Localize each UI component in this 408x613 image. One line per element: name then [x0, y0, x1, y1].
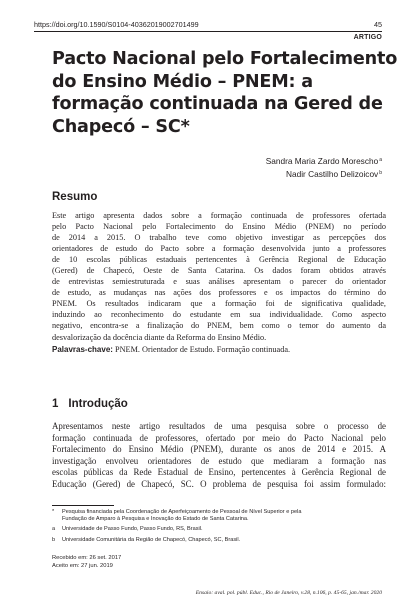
- abstract: [52, 210, 386, 355]
- footnote-mark: *: [52, 509, 55, 515]
- section-title: Introdução: [68, 398, 128, 410]
- authors: [266, 154, 382, 180]
- abstract-line: de entrevistas semiestruturada e suas análises apresentam o parecer do orientador: [52, 277, 386, 287]
- abstract-line: orientadores de estudo do Pacto sobre a formação desenvolvida junto a professores: [52, 244, 386, 254]
- body-line: Educação (Gered) de Chapecó, SC. O problema de pesquisa foi assim formulado:: [52, 478, 386, 489]
- footnote-rule: [52, 505, 114, 506]
- article-title: [52, 48, 398, 138]
- author: [266, 154, 382, 167]
- accepted-date: Aceito em: 27 jun. 2019: [52, 562, 113, 569]
- received-date: Recebido em: 26 set. 2017: [52, 555, 122, 561]
- section-tag: ARTIGO: [353, 34, 382, 41]
- author-affiliation-mark: a: [379, 157, 382, 163]
- keywords-label: Palavras-chave:: [52, 344, 113, 354]
- footnote: [52, 509, 386, 523]
- introducao-heading: [52, 398, 128, 410]
- introducao-body: [52, 421, 386, 490]
- abstract-line: Este artigo apresenta dados sobre a formação continuada de professores ofertada: [52, 211, 386, 220]
- abstract-line: de 10 escolas públicas estaduais pertencentes à Gerência Regional de Educação: [52, 255, 386, 265]
- footnote-text: Pesquisa financiada pela Coordenação de Aperfeiçoamento de Pessoal de Nível Superior e pela: [62, 509, 302, 515]
- body-line: Fortalecimento do Ensino Médio (PNEM), durante os anos de 2014 e 2015. A: [52, 444, 386, 455]
- submission-dates: [52, 555, 121, 570]
- footnote-text: Universidade de Passo Fundo, Passo Fundo, RS, Brasil.: [62, 526, 203, 533]
- footnote: [52, 526, 386, 533]
- abstract-line: desvalorização da docência diante da Reforma do Ensino Médio.: [52, 332, 267, 342]
- page-number: 45: [374, 20, 382, 29]
- footnote-mark: b: [52, 536, 56, 543]
- footnote: [52, 537, 386, 544]
- keywords-text: PNEM. Orientador de Estudo. Formação continuada.: [115, 344, 291, 354]
- author: [266, 167, 382, 180]
- abstract-line: induzindo ao reconhecimento do estudante em sua individualidade. Como aspecto: [52, 310, 386, 320]
- footnote-text: Universidade Comunitária da Região de Chapecó, Chapecó, SC, Brasil.: [62, 536, 241, 543]
- body-line: Apresentamos neste artigo resultados de uma pesquisa sobre o processo de: [52, 421, 386, 431]
- body-line: formação continuada de professores, ofertado por meio do Pacto Nacional pelo: [52, 432, 386, 443]
- abstract-line: de 2014 a 2015. O trabalho teve como objetivo investigar as percepções dos: [52, 233, 386, 243]
- abstract-line: negativo, encontra-se a finalização do PNEM, bem como o temor do aumento da: [52, 321, 386, 331]
- title-line: Chapecó – SC*: [52, 116, 190, 137]
- author-name: Sandra Maria Zardo Morescho: [265, 156, 379, 166]
- header-doi[interactable]: https://doi.org/10.1590/S0104-40362019002701499: [34, 20, 199, 29]
- resumo-heading: Resumo: [52, 191, 98, 203]
- keywords: [52, 344, 386, 355]
- abstract-line: pelo Pacto Nacional pelo Fortalecimento do Ensino Médio (PNEM) no período: [52, 222, 386, 232]
- abstract-line: de estudo, as mudanças nas ações dos professores e os impactos do término do: [52, 288, 386, 298]
- body-line: escolas públicas da Rede Estadual de Ensino, pertencentes à Gerência Regional de: [52, 467, 386, 478]
- title-line: do Ensino Médio – PNEM: a: [52, 71, 313, 92]
- author-name: Nadir Castilho Delizoicov: [285, 169, 379, 179]
- section-number: 1: [52, 398, 59, 410]
- abstract-line: (Gered) de Chapecó, Oeste de Santa Catarina. Os dados foram obtidos através: [52, 266, 386, 276]
- author-affiliation-mark: b: [379, 170, 382, 176]
- journal-citation: Ensaio: aval. pol. públ. Educ., Rio de Janeiro, v.28, n.106, p. 45-65, jan./mar. 2020: [195, 590, 382, 596]
- footnote-mark: a: [52, 526, 56, 533]
- footnote-text: Fundação de Amparo à Pesquisa e Inovação do Estado de Santa Catarina.: [62, 516, 249, 523]
- abstract-line: PNEM. Os resultados indicaram que a formação foi de significativa qualidade,: [52, 299, 386, 309]
- header-rule: [34, 31, 382, 32]
- body-line: investigação envolveu orientadores de estudo que mediaram a formação nas: [52, 455, 386, 466]
- footnotes: [52, 509, 386, 547]
- title-line: Pacto Nacional pelo Fortalecimento: [52, 49, 398, 69]
- title-line: formação continuada na Gered de: [52, 94, 383, 114]
